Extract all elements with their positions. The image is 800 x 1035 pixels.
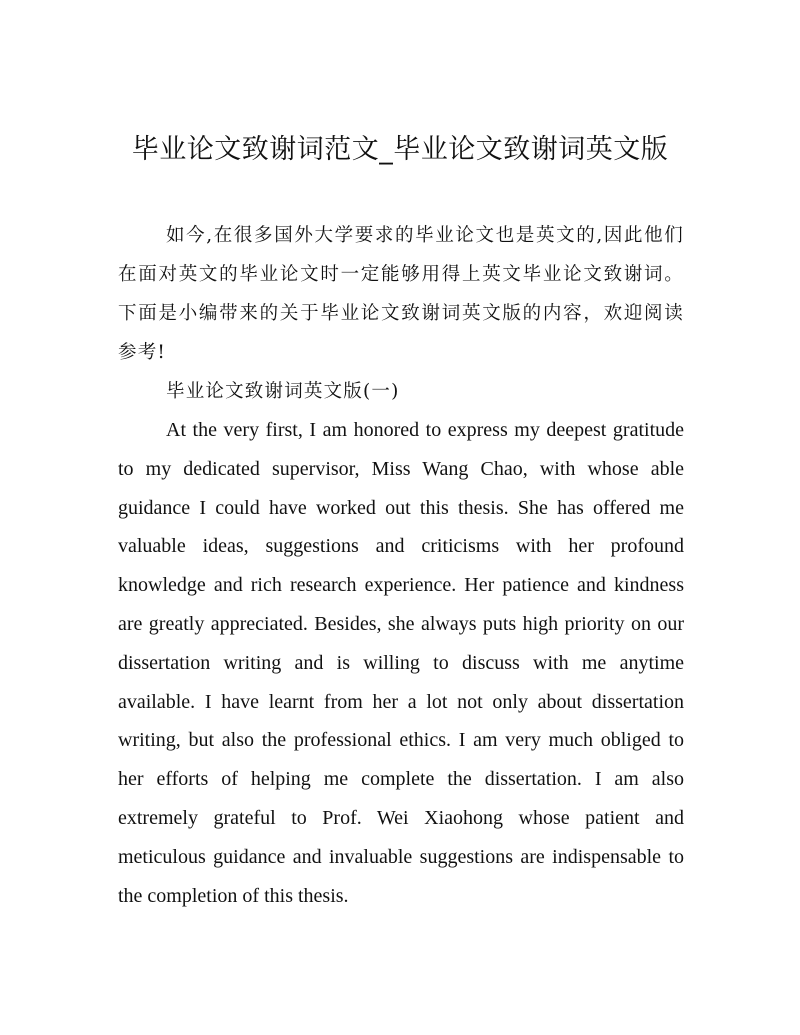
english-paragraph: At the very first, I am honored to express my deepest gratitude to my dedicated supervisor, Miss Wang Chao, with whose able guidance I could have worked out this thesis. She has offered me valuable ideas, suggestions and criticisms with her profound knowledge and rich research experience. Her patience and kindness are greatly appreciated. Besides, she always puts high priority on our dissertation writing and is willing to discuss with me anytime available. I have learnt from her a lot not only about dissertation writing, but also the professional ethics. I am very much obliged to her efforts of helping me complete the dissertation. I am also extremely grateful to Prof. Wei Xiaohong whose patient and meticulous guidance and invaluable suggestions are indispensable to the completion of this thesis. (118, 419, 684, 907)
document-body (118, 216, 684, 915)
section-heading: 毕业论文致谢词英文版(一) (166, 381, 400, 402)
document-title: 毕业论文致谢词范文_毕业论文致谢词英文版 (131, 134, 669, 165)
intro-paragraph: 如今,在很多国外大学要求的毕业论文也是英文的,因此他们在面对英文的毕业论文时一定能够用得上英文毕业论文致谢词。下面是小编带来的关于毕业论文致谢词英文版的内容，欢迎阅读参考! (118, 225, 684, 363)
